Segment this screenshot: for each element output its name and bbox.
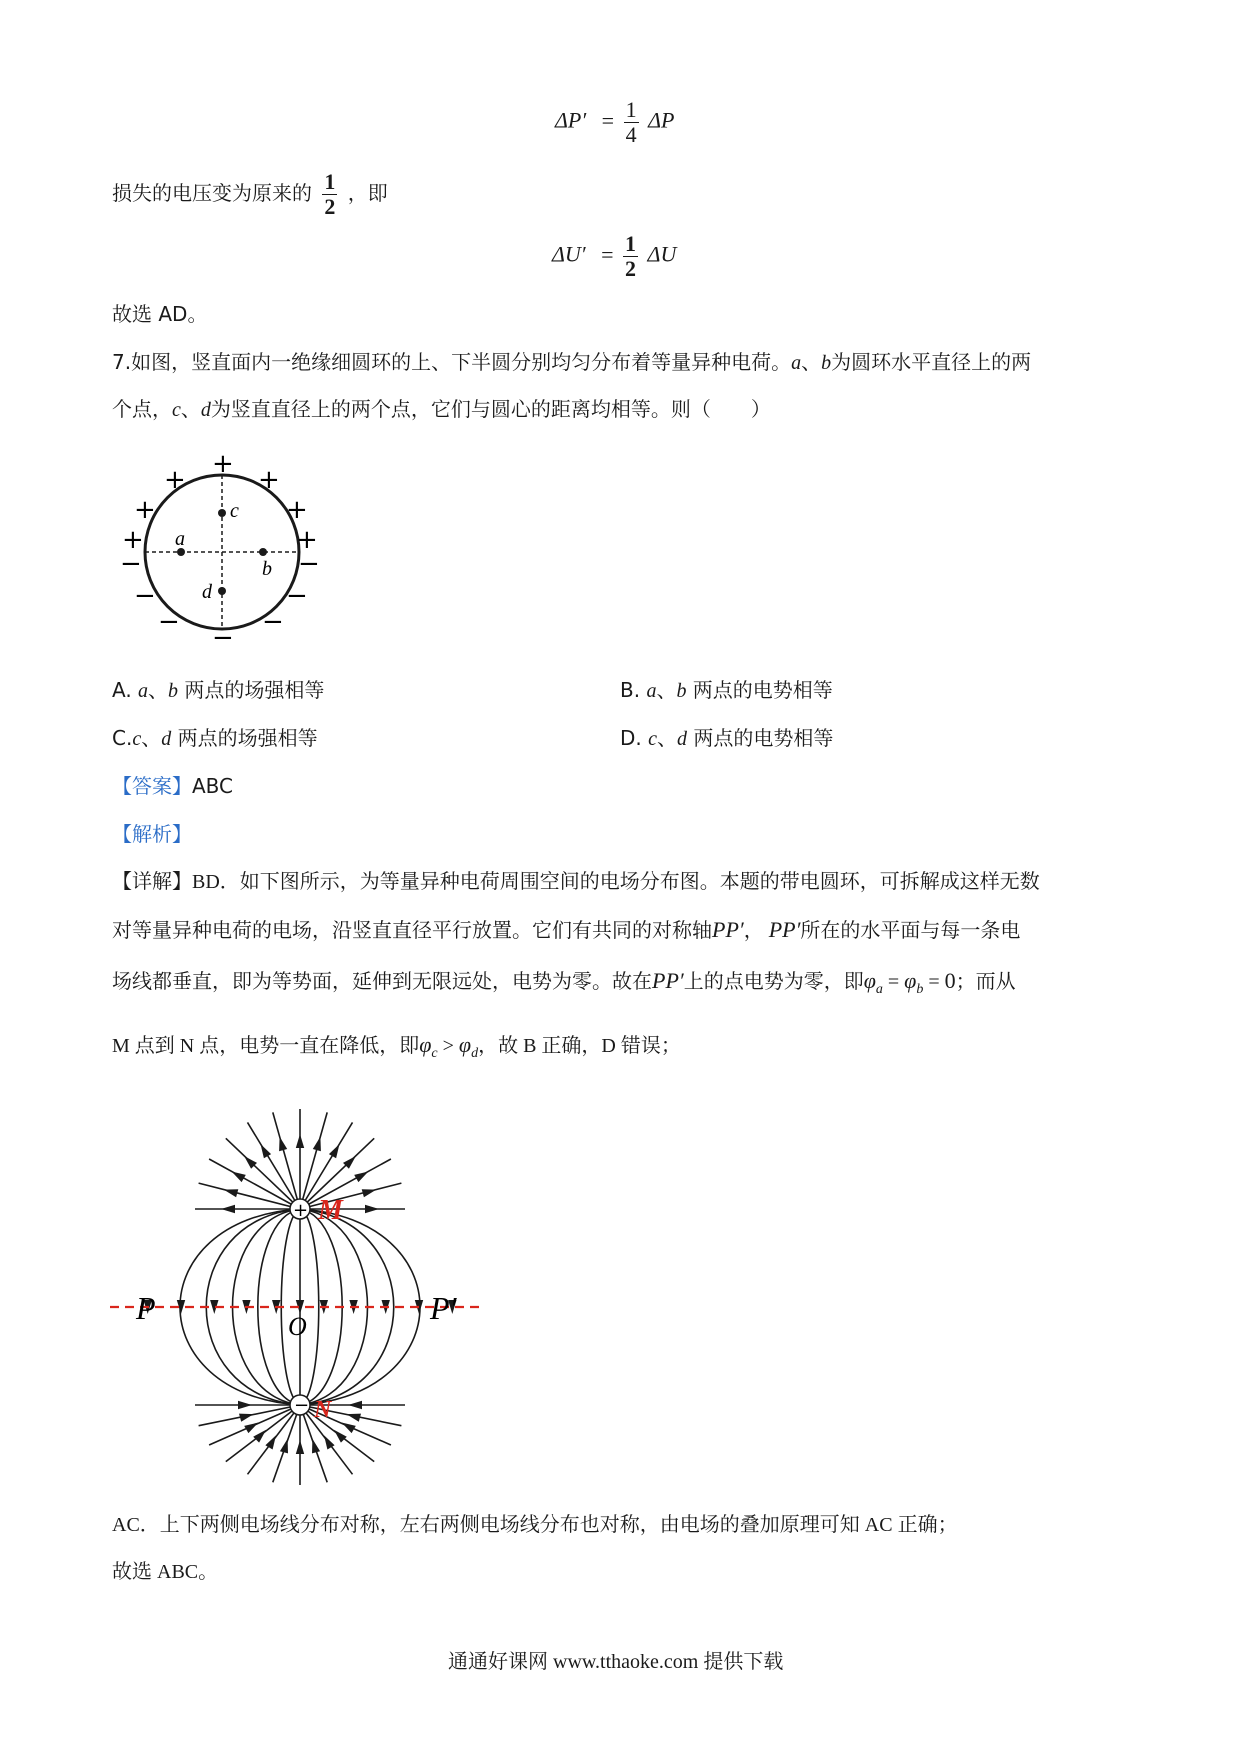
eq2-equals: = [601,241,614,267]
label-n: N [314,1397,332,1423]
field-arrow [296,1134,304,1148]
detail-tag: 【详解】 [112,871,192,893]
detail-zero: 0 [944,968,956,993]
detail-phi-c: φ [419,1032,432,1057]
option-b[interactable] [620,675,833,706]
detail-line3-a: 场线都垂直，即为等势面，延伸到无限远处，电势为零。故在 [112,971,652,993]
field-arrow [354,1172,368,1183]
detail-line1-text: BD．如下图所示，为等量异种电荷周围空间的电场分布图。本题的带电圆环，可拆解成这样无数 [192,871,1040,893]
option-c-text: 两点的场强相等 [177,726,318,750]
field-arrow [296,1440,304,1454]
label-a: a [175,528,185,550]
option-c-prefix: C. [112,726,133,750]
eq2-den: 2 [625,256,637,281]
q7-line2-pre: 个点， [112,397,172,421]
label-d: d [202,581,212,603]
choose-abc: 故选 ABC。 [112,1561,219,1583]
option-c-var2: d [161,728,172,750]
detail-line4-b: ，故 B 正确，D 错误； [478,1035,681,1057]
detail-phi-d: φ [458,1032,472,1057]
field-arrow [346,1414,361,1422]
option-a-text: 两点的场强相等 [184,678,325,702]
ac-line: AC．上下两侧电场线分布对称，左右两侧电场线分布也对称，由电场的叠加原理可知 AC 正确； [112,1514,958,1536]
option-b-var1: a [646,680,657,702]
detail-gt: > [442,1035,454,1057]
option-d-text: 两点的电势相等 [693,726,834,750]
answer-value: ABC [192,774,234,798]
detail-line3-b: 上的点电势为零，即 [683,971,864,993]
point-d [218,587,226,595]
field-line [273,1112,300,1209]
charged-ring-figure [112,448,332,648]
answer-line [112,771,233,801]
minus-sign: − [158,607,180,637]
detail-phi-a: φ [863,968,876,993]
field-arrow [348,1401,362,1409]
option-a-sep: 、 [148,678,169,702]
field-arrow [238,1401,252,1409]
field-arrow [253,1430,266,1443]
detail-pp-3: PP′ [652,968,684,993]
eq2-lhs: ΔU′ [552,241,586,267]
minus-sign: − [134,581,156,611]
detail-phi-c-sub: c [431,1046,438,1061]
q7-var-b: b [821,352,832,374]
option-b-sep: 、 [656,678,677,702]
field-arrow [342,1423,356,1434]
q7-var-d: d [200,399,211,421]
detail-line-1 [112,867,1040,897]
detail-pp-2: PP′ [768,917,801,942]
option-a-var2: b [168,680,179,702]
q7-sep2: 、 [180,397,201,421]
eq1-equals: = [601,107,615,133]
footer-credit: 通通好课网 www.tthaoke.com 提供下载 [448,1651,784,1673]
eq1-lhs: ΔP′ [555,107,587,133]
detail-phi-b-sub: b [916,982,924,997]
detail-phi-a-sub: a [875,982,883,997]
dipole-field-figure [108,1105,488,1485]
field-lines [180,1109,420,1485]
q7-line-2 [112,394,771,425]
option-d-prefix: D. [620,726,642,750]
eq1-fraction [624,98,639,147]
q7-var-a: a [791,352,802,374]
plus-sign: + [286,495,308,525]
q7-var-c: c [172,399,181,421]
equation-delta-p [555,98,674,147]
voltage-fraction [322,170,337,219]
detail-eq-2: = [928,971,940,993]
option-a[interactable] [112,675,324,706]
option-b-text: 两点的电势相等 [692,678,833,702]
eq1-num: 1 [625,97,637,122]
q7-line1-post: 为圆环水平直径上的两 [831,350,1032,374]
eq1-den: 4 [625,122,637,147]
voltage-tail: ，即 [347,181,388,205]
label-p: P [136,1290,156,1326]
option-b-var2: b [676,680,687,702]
field-line [199,1183,300,1209]
detail-line-2 [112,915,1020,946]
field-arrow [329,1144,340,1158]
field-arrow [362,1189,377,1197]
field-arrow [365,1205,379,1213]
detail-line3-c: ；而从 [955,971,1016,993]
equation-delta-u [552,232,676,281]
label-o: O [288,1312,307,1341]
plus-sign: + [212,449,234,479]
plus-sign: + [122,525,144,555]
eq2-rhs: ΔU [647,241,677,267]
voltage-text: 损失的电压变为原来的 [112,181,312,205]
field-arrow [334,1430,347,1443]
detail-line4-a: M 点到 N 点，电势一直在降低，即 [112,1035,420,1057]
detail-phi-d-sub: d [471,1046,479,1061]
field-arrow [261,1144,272,1158]
option-d-sep: 、 [657,726,678,750]
detail-line-3 [112,966,1016,1005]
charge-m-sign: + [293,1200,309,1221]
field-line [300,1183,401,1209]
option-c-var1: c [132,728,142,750]
minus-sign: − [298,549,320,579]
option-d[interactable] [620,723,833,754]
field-arrow [232,1172,246,1183]
label-c: c [230,500,239,522]
field-arrow [239,1414,254,1422]
point-c [218,509,226,517]
field-arrow [312,1439,320,1454]
field-arrow [221,1205,235,1213]
field-arrow [313,1137,321,1152]
detail-line2-b: ， [743,920,764,942]
option-b-prefix: B. [620,678,641,702]
detail-phi-b: φ [904,968,917,993]
detail-line2-c: 所在的水平面与每一条电 [800,920,1021,942]
plus-sign: + [258,465,280,495]
field-arrow [244,1423,258,1434]
option-d-var2: d [677,728,688,750]
point-b [259,548,267,556]
field-arrow [280,1439,288,1454]
option-d-var1: c [648,728,658,750]
eq1-rhs: ΔP [648,107,675,133]
choose-ad: 故选 AD。 [112,302,208,326]
detail-pp-1: PP′ [712,917,744,942]
label-m: M [318,1195,343,1226]
detail-line-4 [112,1030,681,1069]
voltage-line [112,170,388,219]
plus-sign: + [296,525,318,555]
minus-sign: − [262,607,284,637]
option-c-sep: 、 [141,726,162,750]
q7-line1-pre: 7.如图，竖直面内一绝缘细圆环的上、下半圆分别均匀分布着等量异种电荷。 [112,350,792,374]
label-p-prime: P′ [430,1290,457,1326]
field-arrow [279,1137,287,1152]
field-arrow [224,1189,239,1197]
answer-tag: 【答案】 [112,774,192,798]
option-c[interactable] [112,723,318,754]
minus-sign: − [212,623,234,648]
voltage-num: 1 [324,169,336,194]
option-a-var1: a [138,680,149,702]
plus-sign: + [134,495,156,525]
minus-sign: − [286,581,308,611]
voltage-den: 2 [324,194,336,219]
eq2-fraction [623,232,638,281]
eq2-num: 1 [625,231,637,256]
q7-line-1 [112,347,1031,378]
option-a-prefix: A. [112,678,132,702]
charge-n-sign: − [294,1395,310,1416]
plus-sign: + [164,465,186,495]
minus-sign: − [120,549,142,579]
q7-line2-post: 为竖直直径上的两个点，它们与圆心的距离均相等。则（ ） [210,397,771,421]
analysis-tag: 【解析】 [112,822,192,846]
label-b: b [262,558,272,580]
detail-eq-1: = [887,971,900,993]
detail-line2-a: 对等量异种电荷的电场，沿竖直直径平行放置。它们有共同的对称轴 [112,920,712,942]
q7-sep: 、 [801,350,822,374]
